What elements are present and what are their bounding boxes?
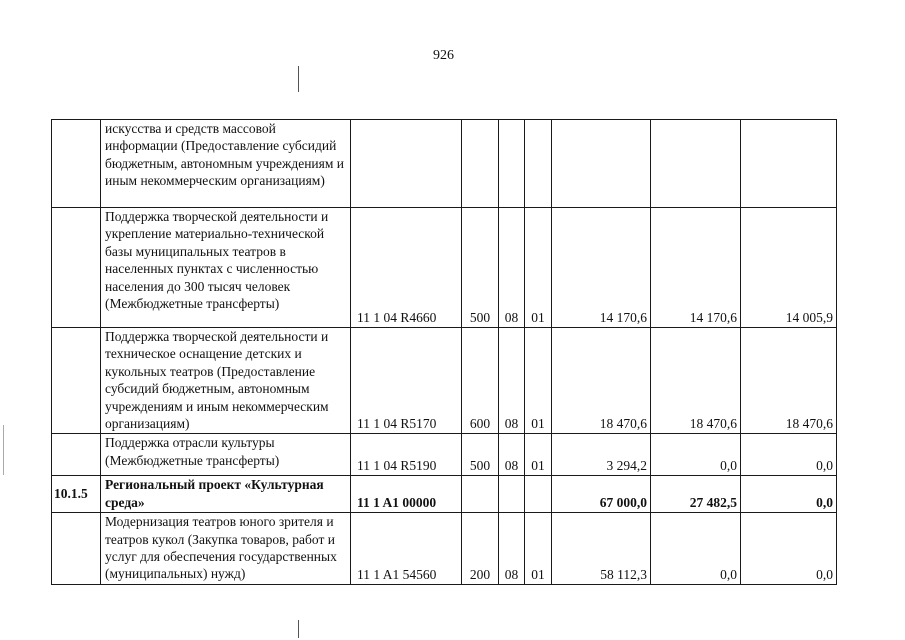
row-section: 08 <box>499 513 525 585</box>
row-amount-3: 0,0 <box>741 476 837 513</box>
row-name: Поддержка творческой деятельности и техническое оснащение детских и кукольных театров (Предоставление субсидий бюджетным, автономным учреждениям и иным некоммерческим организациям) <box>101 328 351 434</box>
row-subsection: 01 <box>525 328 552 434</box>
row-index <box>52 328 101 434</box>
row-subsection <box>525 120 552 208</box>
row-subsection: 01 <box>525 208 552 328</box>
row-amount-3: 0,0 <box>741 434 837 476</box>
row-code: 11 1 04 R4660 <box>351 208 462 328</box>
row-amount-3: 14 005,9 <box>741 208 837 328</box>
table-row <box>52 434 837 476</box>
row-amount-2: 27 482,5 <box>651 476 741 513</box>
row-code: 11 1 A1 54560 <box>351 513 462 585</box>
row-amount-2: 18 470,6 <box>651 328 741 434</box>
row-index <box>52 434 101 476</box>
row-section: 08 <box>499 328 525 434</box>
row-subsection: 01 <box>525 434 552 476</box>
row-index: 10.1.5 <box>52 476 101 513</box>
row-amount-1: 3 294,2 <box>552 434 651 476</box>
scan-artifact-line <box>3 425 4 475</box>
row-expense-type: 200 <box>462 513 499 585</box>
row-amount-3: 18 470,6 <box>741 328 837 434</box>
row-expense-type <box>462 120 499 208</box>
row-code: 11 1 04 R5190 <box>351 434 462 476</box>
row-index <box>52 120 101 208</box>
row-name: Региональный проект «Культурная среда» <box>101 476 351 513</box>
row-amount-1: 67 000,0 <box>552 476 651 513</box>
row-subsection <box>525 476 552 513</box>
row-amount-2: 0,0 <box>651 513 741 585</box>
table-row <box>52 120 837 208</box>
row-section: 08 <box>499 208 525 328</box>
row-section <box>499 476 525 513</box>
table-row <box>52 328 837 434</box>
row-amount-3: 0,0 <box>741 513 837 585</box>
row-amount-3 <box>741 120 837 208</box>
budget-table <box>51 119 837 585</box>
row-amount-2: 14 170,6 <box>651 208 741 328</box>
row-index <box>52 208 101 328</box>
table-body <box>52 120 837 585</box>
row-expense-type <box>462 476 499 513</box>
row-amount-2: 0,0 <box>651 434 741 476</box>
row-subsection: 01 <box>525 513 552 585</box>
row-section: 08 <box>499 434 525 476</box>
row-name: Поддержка творческой деятельности и укрепление материально-технической базы муниципальных театров в населенных пунктах с численностью населения до 300 тысяч человек (Межбюджетные трансферты) <box>101 208 351 328</box>
row-expense-type: 500 <box>462 434 499 476</box>
row-amount-1: 58 112,3 <box>552 513 651 585</box>
page-number: 926 <box>433 48 454 63</box>
row-amount-2 <box>651 120 741 208</box>
row-code <box>351 120 462 208</box>
row-amount-1: 18 470,6 <box>552 328 651 434</box>
row-name: Модернизация театров юного зрителя и театров кукол (Закупка товаров, работ и услуг для обеспечения государственных (муниципальных) нужд) <box>101 513 351 585</box>
scan-artifact-line <box>298 620 299 638</box>
row-amount-1: 14 170,6 <box>552 208 651 328</box>
row-name: искусства и средств массовой информации (Предоставление субсидий бюджетным, автономным учреждениям и иным некоммерческим организациям) <box>101 120 351 208</box>
table-row <box>52 476 837 513</box>
row-index <box>52 513 101 585</box>
row-code: 11 1 04 R5170 <box>351 328 462 434</box>
row-code: 11 1 A1 00000 <box>351 476 462 513</box>
table-row <box>52 513 837 585</box>
row-name: Поддержка отрасли культуры (Межбюджетные трансферты) <box>101 434 351 476</box>
row-section <box>499 120 525 208</box>
row-expense-type: 500 <box>462 208 499 328</box>
row-expense-type: 600 <box>462 328 499 434</box>
table-row <box>52 208 837 328</box>
row-amount-1 <box>552 120 651 208</box>
scan-artifact-line <box>298 66 299 92</box>
